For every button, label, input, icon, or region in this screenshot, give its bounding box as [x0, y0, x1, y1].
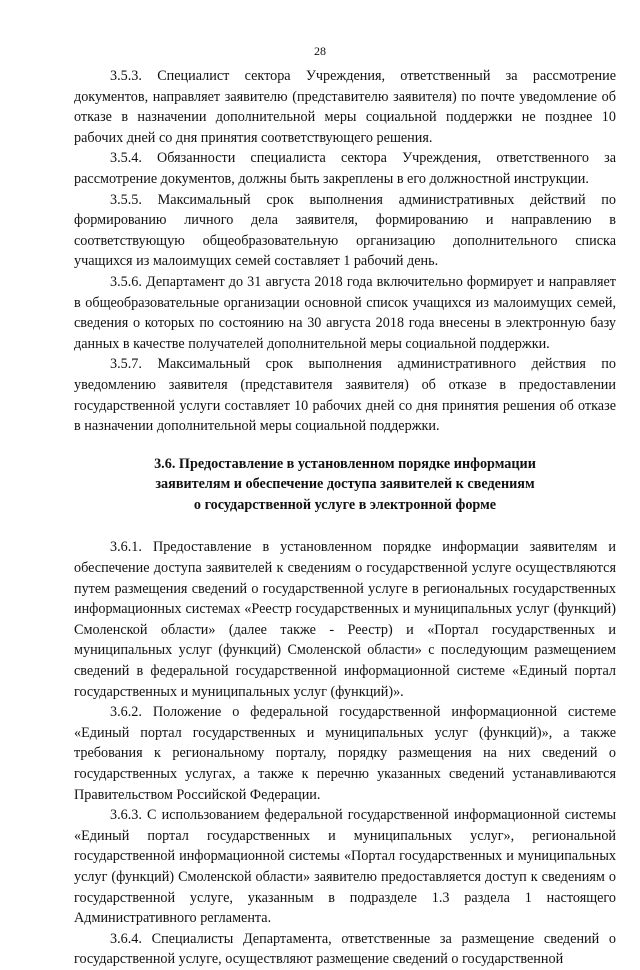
paragraph-3-5-6: 3.5.6. Департамент до 31 августа 2018 года включительно формирует и направляет в общеобразовательные организации основной список учащихся из малоимущих семей, сведения о которых по состоянию на 30 августа 2018 года внесены в электронную базу данных в качестве получателей дополнительной меры социальной поддержки.: [74, 273, 616, 352]
paragraph-3-6-4: 3.6.4. Специалисты Департамента, ответственные за размещение сведений о государственной услуге, осуществляют размещение сведений о государственной: [74, 930, 616, 968]
paragraph-3-5-3: 3.5.3. Специалист сектора Учреждения, ответственный за рассмотрение документов, направляет заявителю (представителю заявителя) по почте уведомление об отказе в назначении дополнительной меры социальной поддержки не позднее 10 рабочих дней со дня принятия соответствующего решения.: [74, 68, 616, 146]
section-heading-line-1: 3.6. Предоставление в установленном порядке информации: [154, 455, 536, 472]
document-body: [74, 66, 616, 970]
paragraph-3-6-1: 3.6.1. Предоставление в установленном порядке информации заявителям и обеспечение доступа заявителей к сведениям о государственной услуге осуществляются путем размещения сведений о государственной услуге в региональных государственных информационных системах «Реестр государственных и муниципальных услуг (функций) Смоленской области» (далее также - Реестр) и «Портал государственных и муниципальных услуг (функций) Смоленской области» с последующим размещением сведений в федеральной государственной информационной системе «Единый портал государственных и муниципальных услуг (функций)».: [74, 539, 616, 700]
paragraph-3-6-2: 3.6.2. Положение о федеральной государственной информационной системе «Единый портал государственных и муниципальных услуг (функций)», а также требования к региональному порталу, порядку размещения на них сведений о государственных услугах, а также к перечню указанных сведений устанавливаются Правительством Российской Федерации.: [74, 704, 616, 803]
paragraph-3-5-5: 3.5.5. Максимальный срок выполнения административных действий по формированию личного дела заявителя, формированию и направлению в соответствующую общеобразовательную организацию дополнительного списка учащихся из малоимущих семей составляет 1 рабочий день.: [74, 191, 616, 270]
paragraph-3-5-4: 3.5.4. Обязанности специалиста сектора Учреждения, ответственного за рассмотрение документов, должны быть закреплены в его должностной инструкции.: [74, 150, 616, 187]
section-heading-line-3: о государственной услуге в электронной форме: [193, 496, 497, 513]
page-number: 28: [314, 44, 326, 58]
section-heading-line-2: заявителям и обеспечение доступа заявителей к сведениям: [155, 476, 535, 493]
paragraph-3-5-7: 3.5.7. Максимальный срок выполнения административного действия по уведомлению заявителя (представителя заявителя) об отказе в предоставлении государственной услуги составляет 10 рабочих дней со дня принятия решения об отказе в назначении дополнительной меры социальной поддержки.: [74, 356, 616, 435]
paragraph-3-6-3: 3.6.3. С использованием федеральной государственной информационной системы «Единый портал государственных и муниципальных услуг», региональной государственной информационной системы «Портал государственных и муниципальных услуг (функций) Смоленской области» заявителю предоставляется доступ к сведениям о государственной услуге, указанным в подразделе 1.3 раздела 1 настоящего Административного регламента.: [74, 807, 616, 927]
section-heading-3-6: [74, 454, 616, 516]
